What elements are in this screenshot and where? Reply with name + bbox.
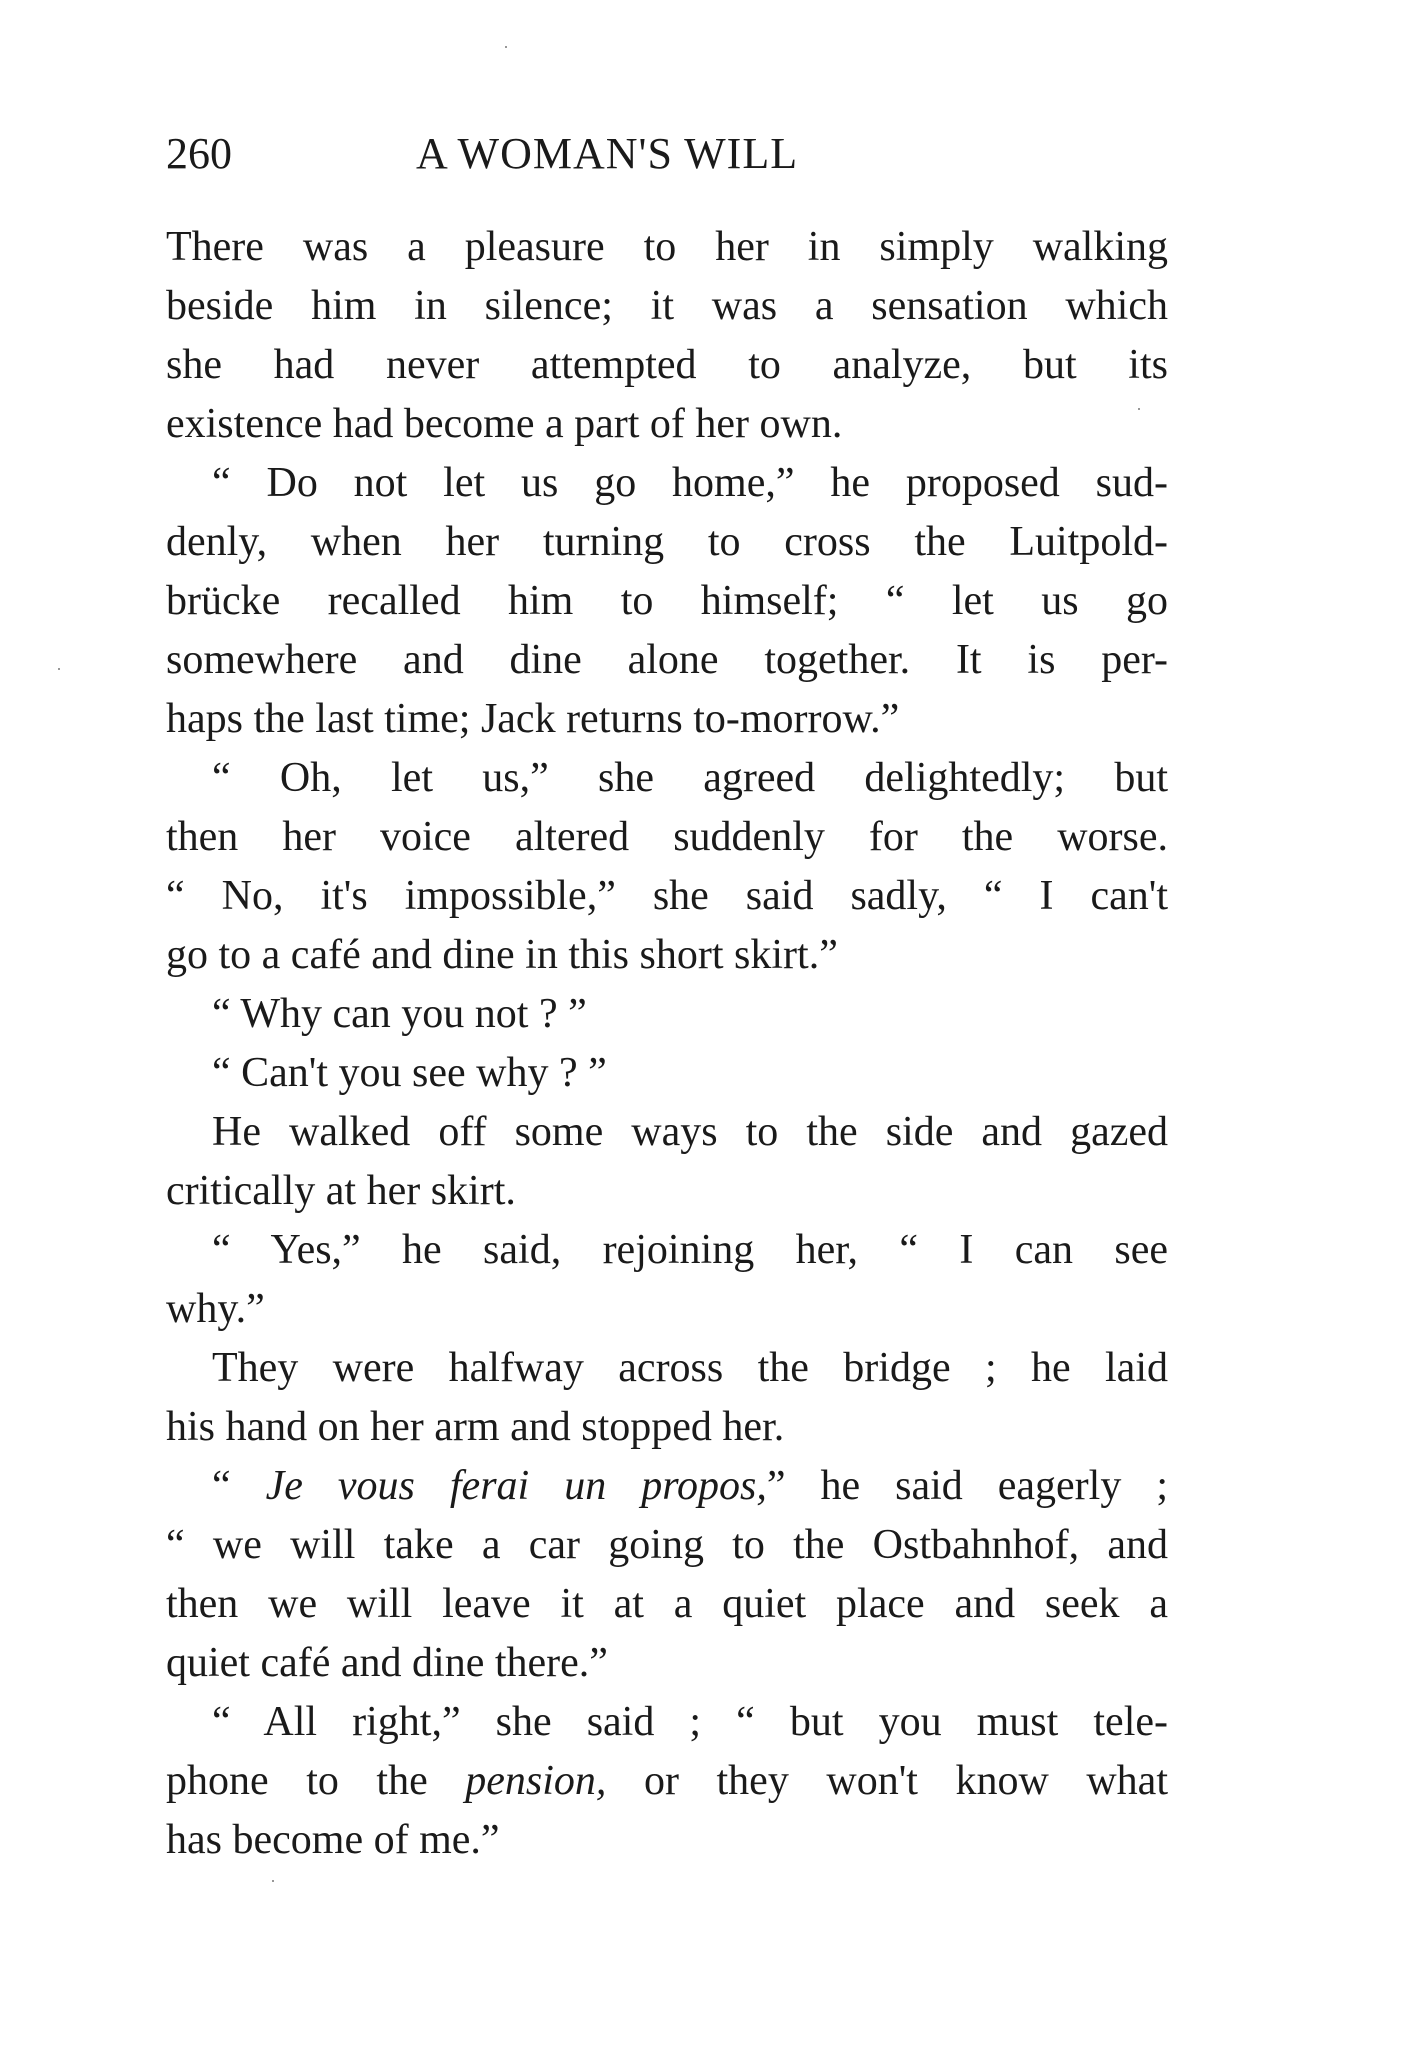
text-line: why.” <box>166 1286 265 1332</box>
text-line: “ Do not let us go home,” he proposed sud- <box>212 460 1168 506</box>
text-line: haps the last time; Jack returns to-morrow.” <box>166 696 900 742</box>
paper-speck <box>1138 408 1140 410</box>
text-line: brücke recalled him to himself; “ let us go <box>166 578 1168 624</box>
text-line: “ Oh, let us,” she agreed delightedly; but <box>212 755 1168 801</box>
text-line: He walked off some ways to the side and gazed <box>212 1109 1168 1155</box>
text-line: “ Why can you not ? ” <box>212 991 587 1037</box>
text-line: denly, when her turning to cross the Luitpold- <box>166 519 1168 565</box>
paper-speck <box>505 46 507 48</box>
running-title: A WOMAN'S WILL <box>416 129 799 178</box>
text-line: “ No, it's impossible,” she said sadly, “ I can't <box>166 873 1168 919</box>
paper-speck <box>58 668 60 670</box>
running-head <box>166 124 1176 184</box>
paper-speck <box>272 1880 274 1882</box>
text-line: There was a pleasure to her in simply walking <box>166 224 1168 270</box>
text-line: “ Yes,” he said, rejoining her, “ I can see <box>212 1227 1168 1273</box>
text-line <box>166 1457 1168 1516</box>
text-line: then we will leave it at a quiet place and seek a <box>166 1581 1168 1627</box>
text-line: has become of me.” <box>166 1817 500 1863</box>
text-line: “ Can't you see why ? ” <box>212 1050 607 1096</box>
text-line: she had never attempted to analyze, but its <box>166 342 1168 388</box>
line-prefix: “ <box>212 1463 266 1509</box>
text-line: beside him in silence; it was a sensation which <box>166 283 1168 329</box>
line-suffix: or they won't know what <box>606 1758 1168 1804</box>
text-line: existence had become a part of her own. <box>166 401 843 447</box>
text-line: critically at her skirt. <box>166 1168 516 1214</box>
line-suffix: ” he said eagerly ; <box>766 1463 1168 1509</box>
text-line: then her voice altered suddenly for the worse. <box>166 814 1168 860</box>
text-line: “ All right,” she said ; “ but you must tele- <box>212 1699 1168 1745</box>
italic-word: pension, <box>465 1758 607 1804</box>
text-line: quiet café and dine there.” <box>166 1640 608 1686</box>
body-text <box>166 218 1168 1870</box>
line-prefix: phone to the <box>166 1758 466 1804</box>
italic-phrase: Je vous ferai un propos, <box>265 1463 767 1509</box>
text-line: They were halfway across the bridge ; he laid <box>212 1345 1168 1391</box>
text-line: “ we will take a car going to the Ostbahnhof, and <box>166 1522 1168 1568</box>
text-line: go to a café and dine in this short skirt.” <box>166 932 838 978</box>
text-line: his hand on her arm and stopped her. <box>166 1404 785 1450</box>
text-line <box>166 1752 1168 1811</box>
page-number: 260 <box>166 129 232 178</box>
text-line: somewhere and dine alone together. It is per- <box>166 637 1168 683</box>
